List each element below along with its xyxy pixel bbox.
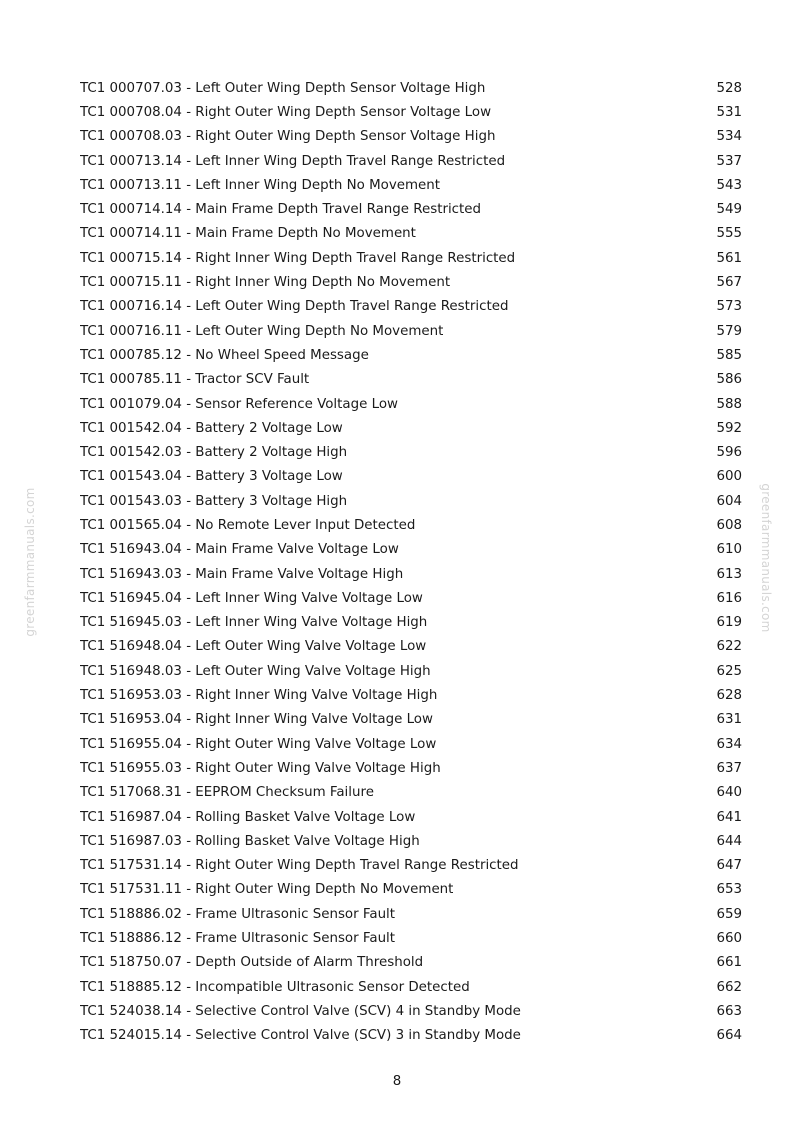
toc-entry[interactable]: [80, 513, 742, 537]
toc-entry-page: 640: [716, 785, 742, 801]
toc-entry-title: TC1 001079.04 - Sensor Reference Voltage Low: [80, 396, 398, 412]
toc-entry-page: 662: [716, 979, 742, 995]
toc-entry-title: TC1 524015.14 - Selective Control Valve (SCV) 3 in Standby Mode: [80, 1028, 521, 1044]
toc-entry[interactable]: [80, 392, 742, 416]
toc-entry-page: 663: [716, 1003, 742, 1019]
toc-entry[interactable]: [80, 368, 742, 392]
toc-entry-page: 634: [716, 736, 742, 752]
toc-entry-page: 613: [716, 566, 742, 582]
toc-entry-title: TC1 516953.04 - Right Inner Wing Valve Voltage Low: [80, 712, 433, 728]
toc-entry-page: 537: [716, 153, 742, 169]
toc-entry-title: TC1 001543.03 - Battery 3 Voltage High: [80, 493, 348, 509]
toc-entry-page: 592: [716, 420, 742, 436]
toc-entry-title: TC1 516943.04 - Main Frame Valve Voltage Low: [80, 542, 399, 558]
toc-entry-page: 661: [716, 955, 742, 971]
toc-entry-page: 631: [716, 712, 742, 728]
toc-entry-title: TC1 000715.11 - Right Inner Wing Depth No Movement: [80, 275, 451, 291]
toc-entry-page: 664: [716, 1028, 742, 1044]
toc-entry[interactable]: [80, 635, 742, 659]
toc-entry[interactable]: [80, 100, 742, 124]
toc-entry[interactable]: [80, 805, 742, 829]
toc-entry-title: TC1 000708.04 - Right Outer Wing Depth Sensor Voltage Low: [80, 104, 492, 120]
toc-entry-page: 588: [716, 396, 742, 412]
toc-entry-page: 534: [716, 129, 742, 145]
toc-entry-page: 531: [716, 104, 742, 120]
toc-entry-title: TC1 516948.04 - Left Outer Wing Valve Voltage Low: [80, 639, 427, 655]
page-number: 8: [392, 1074, 402, 1089]
watermark-right: greenfarmmanuals.com: [759, 483, 773, 633]
toc-entry-page: 647: [716, 858, 742, 874]
toc-entry[interactable]: [80, 197, 742, 221]
toc-entry-page: 604: [716, 493, 742, 509]
toc-entry-page: 637: [716, 760, 742, 776]
toc-entry[interactable]: [80, 829, 742, 853]
toc-entry-page: 616: [716, 590, 742, 606]
toc-entry-title: TC1 516955.03 - Right Outer Wing Valve Voltage High: [80, 760, 441, 776]
toc-entry[interactable]: [80, 975, 742, 999]
toc-entry[interactable]: [80, 246, 742, 270]
table-of-contents: [80, 76, 742, 1048]
toc-entry-page: 644: [716, 833, 742, 849]
toc-entry[interactable]: [80, 756, 742, 780]
toc-entry[interactable]: [80, 999, 742, 1023]
toc-entry[interactable]: [80, 562, 742, 586]
toc-entry-title: TC1 518886.12 - Frame Ultrasonic Sensor Fault: [80, 931, 396, 947]
toc-entry-title: TC1 518885.12 - Incompatible Ultrasonic Sensor Detected: [80, 979, 470, 995]
toc-entry-page: 628: [716, 688, 742, 704]
toc-entry-title: TC1 518886.02 - Frame Ultrasonic Sensor Fault: [80, 906, 396, 922]
toc-entry-title: TC1 001542.04 - Battery 2 Voltage Low: [80, 420, 343, 436]
toc-entry[interactable]: [80, 173, 742, 197]
toc-entry-page: 610: [716, 542, 742, 558]
toc-entry-page: 573: [716, 299, 742, 315]
toc-entry-page: 543: [716, 177, 742, 193]
toc-entry-title: TC1 518750.07 - Depth Outside of Alarm Threshold: [80, 955, 424, 971]
toc-entry[interactable]: [80, 538, 742, 562]
toc-entry-title: TC1 000716.14 - Left Outer Wing Depth Travel Range Restricted: [80, 299, 509, 315]
toc-entry-title: TC1 517531.14 - Right Outer Wing Depth Travel Range Restricted: [80, 858, 519, 874]
toc-entry[interactable]: [80, 926, 742, 950]
watermark-left: greenfarmmanuals.com: [23, 487, 37, 637]
toc-entry-title: TC1 000785.12 - No Wheel Speed Message: [80, 347, 369, 363]
toc-entry-page: 619: [716, 615, 742, 631]
toc-entry-title: TC1 524038.14 - Selective Control Valve (SCV) 4 in Standby Mode: [80, 1003, 521, 1019]
toc-entry-title: TC1 516948.03 - Left Outer Wing Valve Voltage High: [80, 663, 431, 679]
toc-entry-page: 555: [716, 226, 742, 242]
toc-entry[interactable]: [80, 586, 742, 610]
toc-entry-title: TC1 516955.04 - Right Outer Wing Valve Voltage Low: [80, 736, 437, 752]
toc-entry-page: 567: [716, 275, 742, 291]
toc-entry[interactable]: [80, 125, 742, 149]
toc-entry-title: TC1 516987.03 - Rolling Basket Valve Voltage High: [80, 833, 420, 849]
toc-entry-title: TC1 516945.04 - Left Inner Wing Valve Voltage Low: [80, 590, 423, 606]
toc-entry-title: TC1 001565.04 - No Remote Lever Input Detected: [80, 517, 416, 533]
toc-entry[interactable]: [80, 295, 742, 319]
toc-entry-page: 549: [716, 202, 742, 218]
toc-entry[interactable]: [80, 416, 742, 440]
toc-entry-title: TC1 000785.11 - Tractor SCV Fault: [80, 372, 310, 388]
toc-entry-page: 641: [716, 809, 742, 825]
toc-entry-title: TC1 000716.11 - Left Outer Wing Depth No Movement: [80, 323, 444, 339]
toc-entry[interactable]: [80, 1024, 742, 1048]
toc-entry[interactable]: [80, 732, 742, 756]
toc-entry-page: 625: [716, 663, 742, 679]
toc-entry-title: TC1 000713.11 - Left Inner Wing Depth No Movement: [80, 177, 440, 193]
toc-entry-title: TC1 517531.11 - Right Outer Wing Depth No Movement: [80, 882, 454, 898]
toc-entry-page: 660: [716, 931, 742, 947]
toc-entry-page: 561: [716, 250, 742, 266]
toc-entry[interactable]: [80, 76, 742, 100]
toc-entry-title: TC1 516987.04 - Rolling Basket Valve Voltage Low: [80, 809, 416, 825]
toc-entry[interactable]: [80, 878, 742, 902]
toc-entry[interactable]: [80, 343, 742, 367]
toc-entry[interactable]: [80, 489, 742, 513]
toc-entry[interactable]: [80, 683, 742, 707]
toc-entry[interactable]: [80, 951, 742, 975]
toc-entry[interactable]: [80, 149, 742, 173]
toc-entry-title: TC1 516943.03 - Main Frame Valve Voltage High: [80, 566, 404, 582]
toc-entry[interactable]: [80, 902, 742, 926]
toc-entry-title: TC1 517068.31 - EEPROM Checksum Failure: [80, 785, 374, 801]
toc-entry-page: 622: [716, 639, 742, 655]
toc-entry-title: TC1 000708.03 - Right Outer Wing Depth Sensor Voltage High: [80, 129, 496, 145]
toc-entry-page: 608: [716, 517, 742, 533]
toc-entry[interactable]: [80, 319, 742, 343]
toc-entry[interactable]: [80, 440, 742, 464]
toc-entry[interactable]: [80, 659, 742, 683]
toc-entry-title: TC1 000714.11 - Main Frame Depth No Movement: [80, 226, 416, 242]
toc-entry[interactable]: [80, 465, 742, 489]
toc-entry-page: 596: [716, 445, 742, 461]
toc-entry-page: 586: [716, 372, 742, 388]
toc-entry-title: TC1 000713.14 - Left Inner Wing Depth Travel Range Restricted: [80, 153, 506, 169]
toc-entry-page: 653: [716, 882, 742, 898]
toc-entry-title: TC1 001543.04 - Battery 3 Voltage Low: [80, 469, 343, 485]
toc-entry-title: TC1 516945.03 - Left Inner Wing Valve Voltage High: [80, 615, 428, 631]
toc-entry[interactable]: [80, 708, 742, 732]
toc-entry[interactable]: [80, 270, 742, 294]
toc-entry-title: TC1 516953.03 - Right Inner Wing Valve Voltage High: [80, 688, 438, 704]
toc-entry[interactable]: [80, 222, 742, 246]
toc-entry-page: 585: [716, 347, 742, 363]
toc-entry-page: 528: [716, 80, 742, 96]
toc-entry[interactable]: [80, 854, 742, 878]
toc-entry[interactable]: [80, 611, 742, 635]
toc-entry-title: TC1 001542.03 - Battery 2 Voltage High: [80, 445, 348, 461]
toc-entry-title: TC1 000715.14 - Right Inner Wing Depth Travel Range Restricted: [80, 250, 516, 266]
toc-entry[interactable]: [80, 781, 742, 805]
toc-entry-page: 659: [716, 906, 742, 922]
toc-entry-title: TC1 000707.03 - Left Outer Wing Depth Sensor Voltage High: [80, 80, 486, 96]
toc-entry-page: 579: [716, 323, 742, 339]
toc-entry-title: TC1 000714.14 - Main Frame Depth Travel Range Restricted: [80, 202, 482, 218]
toc-entry-page: 600: [716, 469, 742, 485]
